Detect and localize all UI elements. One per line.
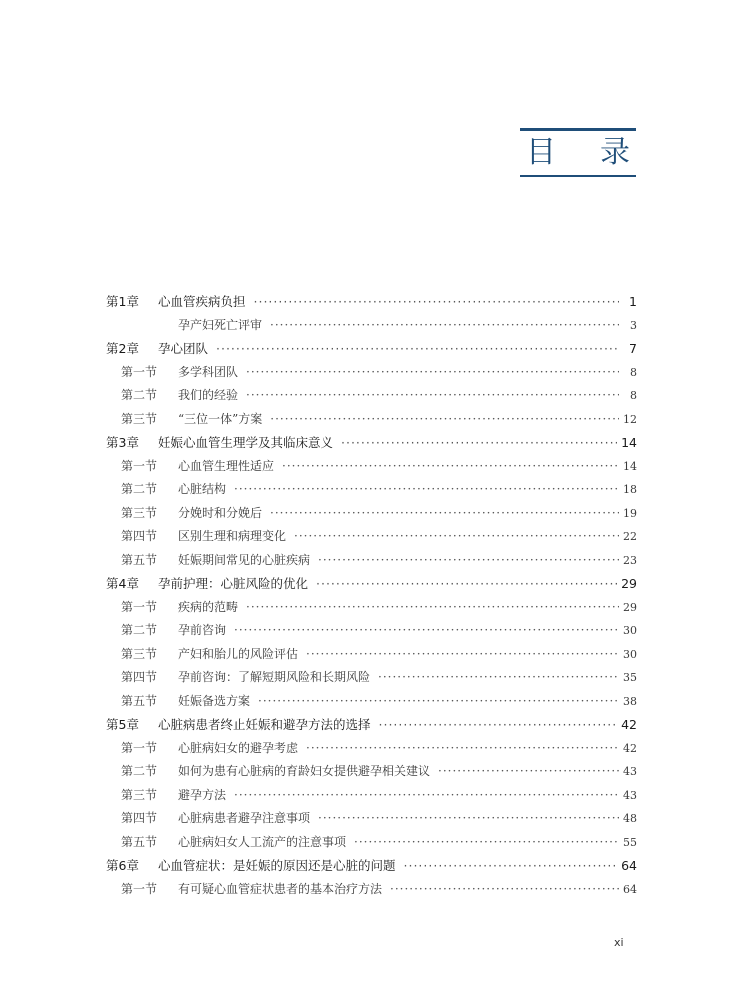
table-of-contents [106,290,637,901]
entry-page-number: 18 [623,483,637,496]
toc-section-entry[interactable] [106,666,637,690]
entry-title: 分娩时和分娩后 [178,505,263,520]
entry-page-number: 22 [623,530,637,543]
entry-title: 如何为患有心脏病的育龄妇女提供避孕相关建议 [178,764,431,778]
dot-leader [270,502,619,526]
entry-title: 心血管生理性适应 [178,458,275,473]
dot-leader [234,478,619,502]
dot-leader [258,690,619,714]
entry-page-number: 14 [621,435,637,450]
entry-title: 我们的经验 [178,388,239,402]
toc-section-entry[interactable] [106,549,637,573]
toc-section-entry[interactable] [106,478,637,502]
toc-chapter-entry[interactable] [106,713,637,737]
toc-chapter-entry[interactable] [106,290,637,314]
entry-title: 孕产妇死亡评审 [178,317,263,332]
toc-section-entry[interactable] [106,807,637,831]
title-rule-bottom [520,175,636,177]
dot-leader [234,619,619,643]
toc-section-entry[interactable] [106,690,637,714]
entry-page-number: 3 [630,318,637,332]
dot-leader [294,525,619,549]
entry-page-number: 64 [621,858,637,873]
entry-page-number: 30 [623,647,637,661]
toc-section-entry[interactable] [106,408,637,432]
dot-leader [318,807,619,831]
entry-title: 区别生理和病理变化 [178,529,287,543]
dot-leader [341,431,617,455]
entry-title: “三位一体”方案 [178,411,263,426]
entry-page-number: 43 [623,788,637,802]
entry-page-number: 8 [630,365,637,379]
entry-number: 第一节 [121,458,158,473]
toc-chapter-entry[interactable] [106,854,637,878]
entry-page-number: 7 [629,341,637,356]
entry-page-number: 23 [623,553,637,567]
entry-number: 第6章 [106,858,139,873]
entry-number: 第二节 [121,388,158,402]
dot-leader [246,361,619,385]
toc-section-entry[interactable] [106,784,637,808]
toc-section-entry[interactable] [106,619,637,643]
entry-title: 孕前咨询：了解短期风险和长期风险 [178,670,371,684]
page-title [520,131,636,175]
entry-title: 心脏病妇女的避孕考虑 [178,740,299,755]
dot-leader [234,784,619,808]
entry-number: 第五节 [121,552,158,567]
entry-title: 疾病的范畴 [178,599,239,614]
toc-section-entry[interactable] [106,502,637,526]
dot-leader [390,878,619,902]
toc-chapter-entry[interactable] [106,337,637,361]
dot-leader [216,337,619,361]
entry-number: 第四节 [121,529,158,543]
entry-title: 心脏病妇女人工流产的注意事项 [178,834,347,849]
dot-leader [378,666,619,690]
dot-leader [270,314,619,338]
toc-section-entry[interactable] [106,760,637,784]
entry-number: 第四节 [121,670,158,684]
entry-number: 第3章 [106,435,139,450]
toc-section-entry[interactable] [106,831,637,855]
entry-page-number: 38 [623,694,637,708]
entry-number: 第一节 [121,740,158,755]
entry-number: 第二节 [121,482,158,496]
dot-leader [438,760,619,784]
entry-number: 第一节 [121,881,158,896]
entry-title: 心血管症状：是妊娠的原因还是心脏的问题 [158,858,396,873]
entry-page-number: 12 [623,412,637,426]
entry-title: 孕前咨询 [178,623,227,637]
entry-title: 孕前护理：心脏风险的优化 [158,576,309,591]
entry-title: 妊娠心血管生理学及其临床意义 [158,435,334,450]
title-char-1: 目 [526,135,556,170]
entry-title: 妊娠期间常见的心脏疾病 [178,552,311,567]
entry-title: 孕心团队 [158,341,209,356]
entry-page-number: 19 [623,506,637,520]
entry-number: 第四节 [121,811,158,825]
entry-page-number: 14 [623,459,637,473]
dot-leader [316,572,617,596]
entry-page-number: 55 [623,835,637,849]
title-char-2: 录 [600,135,630,170]
toc-section-entry[interactable] [106,737,637,761]
entry-title: 心脏结构 [178,482,227,496]
toc-section-entry[interactable] [106,643,637,667]
entry-number: 第2章 [106,341,139,356]
entry-number: 第4章 [106,576,139,591]
toc-title-block [520,128,636,177]
toc-chapter-entry[interactable] [106,572,637,596]
entry-title: 心血管疾病负担 [158,294,246,309]
entry-title: 多学科团队 [178,364,239,379]
dot-leader [354,831,619,855]
entry-number: 第三节 [121,505,158,520]
toc-section-entry[interactable] [106,361,637,385]
entry-number: 第三节 [121,411,158,426]
entry-title: 妊娠备选方案 [178,693,251,708]
entry-page-number: 43 [623,765,637,778]
entry-title: 产妇和胎儿的风险评估 [178,646,299,661]
toc-section-entry[interactable] [106,314,637,338]
entry-number: 第1章 [106,294,139,309]
entry-title: 心脏病患者终止妊娠和避孕方法的选择 [158,717,371,732]
entry-title: 心脏病患者避孕注意事项 [178,811,311,825]
entry-page-number: 8 [630,389,637,402]
entry-number: 第五节 [121,693,158,708]
dot-leader [306,643,619,667]
toc-section-entry[interactable] [106,455,637,479]
dot-leader [379,713,618,737]
toc-section-entry[interactable] [106,878,637,902]
entry-number: 第三节 [121,787,158,802]
dot-leader [306,737,619,761]
entry-page-number: 30 [623,624,637,637]
entry-page-number: 48 [623,812,637,825]
entry-number: 第一节 [121,599,158,614]
dot-leader [246,384,619,408]
toc-section-entry[interactable] [106,525,637,549]
dot-leader [282,455,619,479]
entry-title: 避孕方法 [178,787,227,802]
entry-number: 第三节 [121,646,158,661]
entry-page-number: 29 [621,576,637,591]
entry-page-number: 42 [621,717,637,732]
toc-section-entry[interactable] [106,596,637,620]
dot-leader [404,854,618,878]
page-number: xi [614,936,624,949]
entry-number: 第5章 [106,717,139,732]
entry-number: 第一节 [121,364,158,379]
entry-number: 第二节 [121,764,158,778]
entry-page-number: 64 [623,882,637,896]
dot-leader [246,596,619,620]
toc-chapter-entry[interactable] [106,431,637,455]
entry-number: 第二节 [121,623,158,637]
entry-title: 有可疑心血管症状患者的基本治疗方法 [178,881,383,896]
entry-page-number: 1 [629,294,637,309]
entry-page-number: 35 [623,671,637,684]
dot-leader [254,290,619,314]
toc-section-entry[interactable] [106,384,637,408]
entry-page-number: 29 [623,600,637,614]
entry-page-number: 42 [623,741,637,755]
dot-leader [318,549,619,573]
dot-leader [270,408,619,432]
entry-number: 第五节 [121,834,158,849]
